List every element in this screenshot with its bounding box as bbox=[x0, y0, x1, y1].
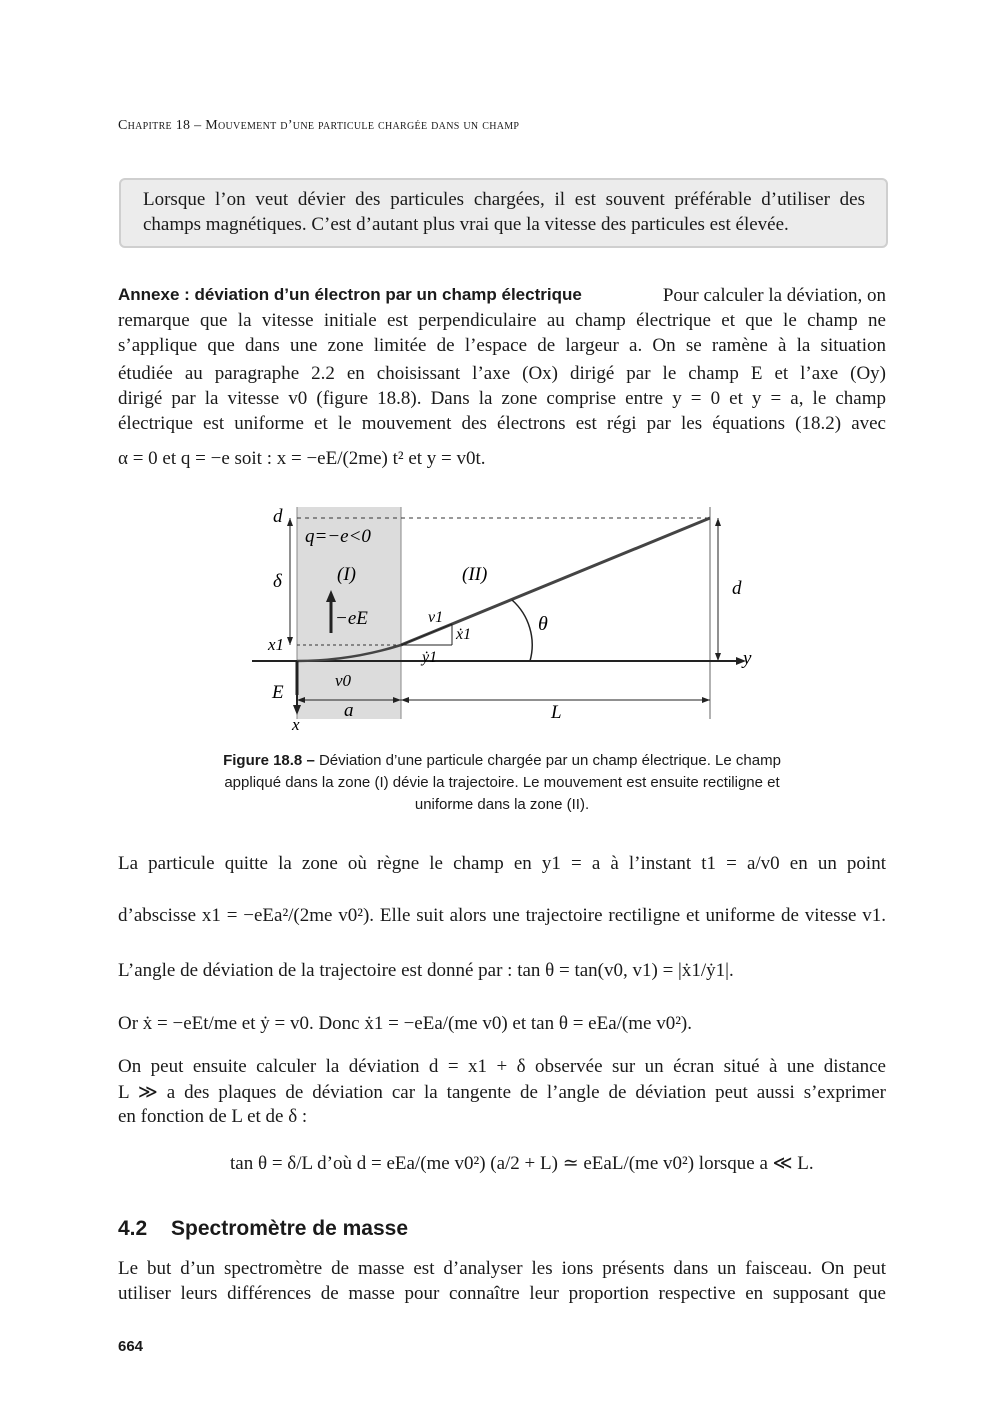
caption-line-3: uniforme dans la zone (II). bbox=[414, 796, 590, 813]
label-v0: v0 bbox=[335, 671, 352, 690]
label-zone-I: (I) bbox=[337, 564, 356, 585]
annexe-line-7: α = 0 et q = −e soit : x = −eE/(2me) t² et y = v0t. bbox=[118, 448, 486, 469]
d-arrow-bottom bbox=[715, 653, 721, 661]
L-arrow-left bbox=[401, 697, 409, 703]
label-force: −eE bbox=[335, 608, 368, 629]
label-d-right: d bbox=[732, 578, 742, 599]
body-line-5: On peut ensuite calculer la déviation d = x1 + δ observée sur un écran situé à une distance bbox=[118, 1056, 886, 1077]
section-title: Spectromètre de masse bbox=[171, 1217, 408, 1240]
label-x1: x1 bbox=[268, 635, 285, 654]
caption-line-2: appliqué dans la zone (I) dévie la trajectoire. Le mouvement est ensuite rectiligne et bbox=[224, 774, 780, 791]
annexe-line-6: électrique est uniforme et le mouvement des électrons est régi par les équations (18.2) avec bbox=[118, 413, 886, 434]
annexe-text-1: Pour calculer la déviation, on bbox=[662, 285, 886, 306]
caption-label: Figure 18.8 – bbox=[223, 752, 315, 769]
body-line-3: L’angle de déviation de la trajectoire est donné par : tan θ = tan(v0, v1) = |ẋ1/ẏ1|. bbox=[118, 960, 734, 981]
final-line-2: utiliser leurs différences de masse pour connaître leur proportion respective en supposant que bbox=[118, 1283, 886, 1304]
label-d-left: d bbox=[273, 506, 283, 527]
annexe-line-3: s’applique que dans une zone limitée de l’espace de largeur a. On se ramène à la situation bbox=[118, 335, 886, 356]
label-a: a bbox=[344, 700, 354, 721]
label-delta: δ bbox=[273, 571, 282, 592]
body-line-7: en fonction de L et de δ : bbox=[118, 1106, 308, 1127]
annexe-line-5: dirigé par la vitesse v0 (figure 18.8). Dans la zone comprise entre y = 0 et y = a, le champ bbox=[118, 388, 886, 409]
body-line-2: d’abscisse x1 = −eEa²/(2me v0²). Elle suit alors une trajectoire rectiligne et uniforme de vitesse v1. bbox=[118, 905, 886, 926]
annexe-line-2: remarque que la vitesse initiale est perpendiculaire au champ électrique et que le champ ne bbox=[118, 310, 886, 331]
deviation-figure bbox=[240, 500, 770, 735]
d-arrow-top bbox=[715, 518, 721, 526]
chapter-header: Chapitre 18 – Mouvement d’une particule chargée dans un champ bbox=[118, 118, 520, 133]
body-line-6: L ≫ a des plaques de déviation car la tangente de l’angle de déviation peut aussi s’exprimer bbox=[118, 1082, 886, 1103]
L-arrow-right bbox=[702, 697, 710, 703]
body-line-4: Or ẋ = −eEt/me et ẏ = v0. Donc ẋ1 = −eEa/(me v0) et tan θ = eEa/(me v0²). bbox=[118, 1013, 692, 1034]
theta-arc bbox=[512, 600, 532, 661]
caption-line-1: Déviation d’une particule chargée par un champ électrique. Le champ bbox=[318, 752, 781, 769]
label-x: x bbox=[292, 715, 300, 734]
note-box bbox=[119, 178, 888, 248]
annexe-title: Annexe : déviation d’un électron par un champ électrique bbox=[118, 285, 582, 304]
label-E: E bbox=[272, 682, 284, 703]
section-heading bbox=[118, 1217, 408, 1241]
label-x1dot: ẋ1 bbox=[456, 626, 472, 643]
v1-vector bbox=[401, 624, 452, 645]
page-number: 664 bbox=[118, 1338, 144, 1355]
label-L: L bbox=[551, 702, 562, 723]
annexe-line-1 bbox=[118, 285, 886, 307]
delta-arrow-top bbox=[287, 518, 293, 526]
note-line-1: Lorsque l’on veut dévier des particules chargées, il est souvent préférable d’utiliser des bbox=[143, 189, 865, 210]
label-y1dot: ẏ1 bbox=[422, 649, 438, 666]
body-line-1: La particule quitte la zone où règne le champ en y1 = a à l’instant t1 = a/v0 en un point bbox=[118, 853, 886, 874]
label-y: y bbox=[743, 648, 752, 669]
label-v1: v1 bbox=[428, 609, 444, 626]
label-zone-II: (II) bbox=[462, 564, 488, 585]
label-theta: θ bbox=[538, 613, 548, 635]
figure-caption bbox=[170, 750, 834, 816]
deviation-equation: tan θ = δ/L d’où d = eEa/(me v0²) (a/2 + L) ≃ eEaL/(me v0²) lorsque a ≪ L. bbox=[230, 1153, 814, 1174]
section-number: 4.2 bbox=[118, 1217, 148, 1240]
delta-arrow-bottom bbox=[287, 637, 293, 645]
final-line-1: Le but d’un spectromètre de masse est d’analyser les ions présents dans un faisceau. On peut bbox=[118, 1258, 886, 1279]
annexe-line-4: étudiée au paragraphe 2.2 en choisissant l’axe (Ox) dirigé par le champ E et l’axe (Oy) bbox=[118, 363, 886, 384]
label-charge: q=−e<0 bbox=[305, 526, 371, 547]
note-line-2: champs magnétiques. C’est d’autant plus vrai que la vitesse des particules est élevée. bbox=[143, 214, 789, 235]
